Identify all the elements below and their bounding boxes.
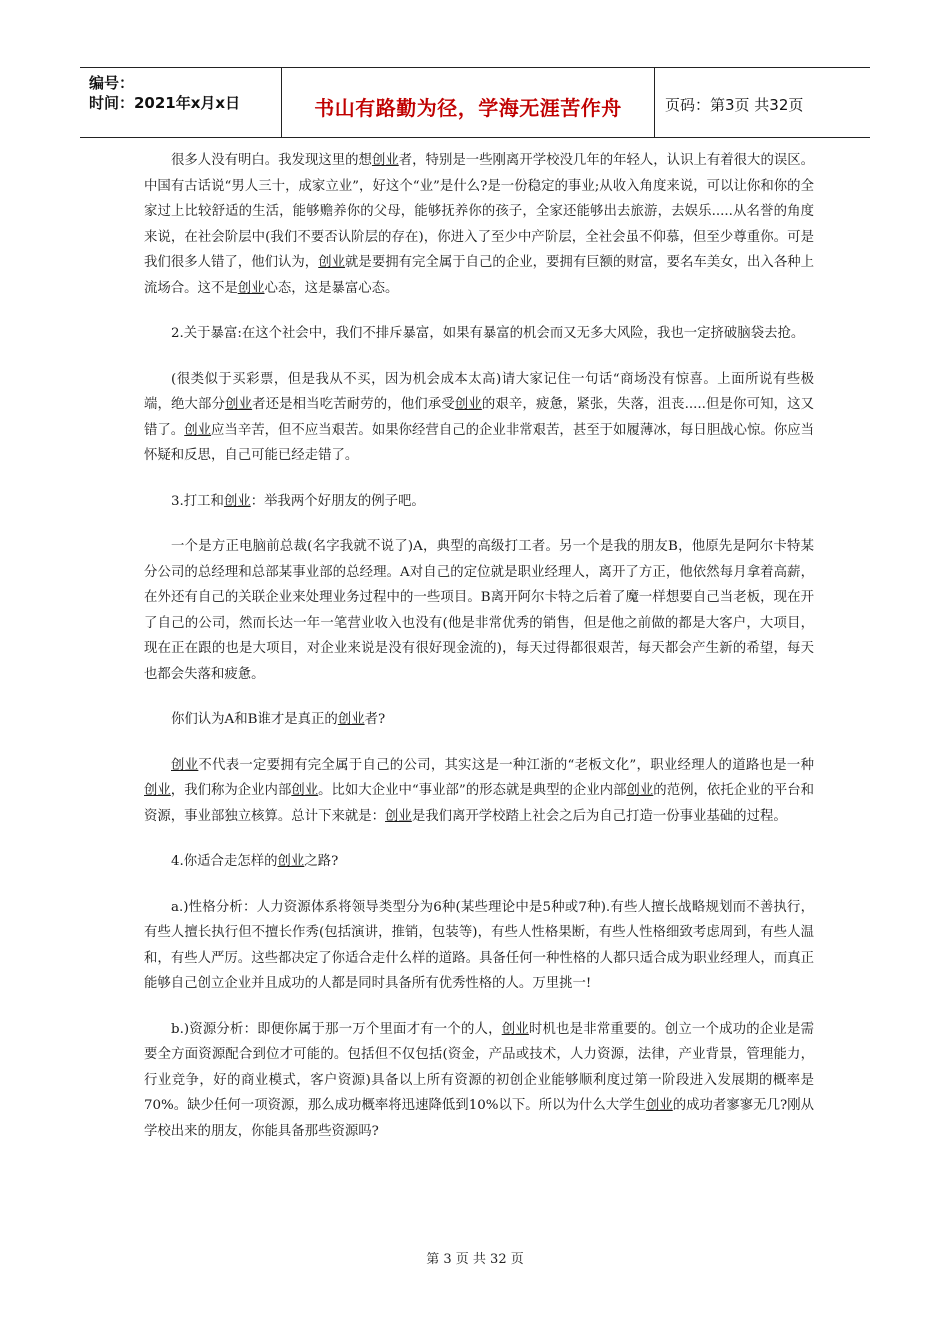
text-run: 3.打工和 (171, 493, 224, 509)
text-run: 4.你适合走怎样的 (171, 854, 278, 869)
underlined-term: 创业 (184, 422, 212, 438)
underlined-term: 创业 (337, 712, 365, 727)
text-run: 就是要拥有完全属于自己的企业，要拥有巨额的财富，要名车美女，出入各种上流场合。这不是 (144, 255, 815, 296)
text-run: 2.关于暴富:在这个社会中，我们不排斥暴富，如果有暴富的机会而又无多大风险，我也一定挤破脑袋去抢。 (171, 326, 805, 341)
text-run: 你们认为A和B谁才是真正的 (171, 712, 338, 727)
header-motto-cell (282, 68, 655, 137)
doc-time-label: 时间：2021年x月x日 (89, 94, 241, 112)
doc-code-label: 编号： (89, 74, 135, 92)
underlined-term: 创业 (318, 255, 346, 270)
underlined-term: 创业 (645, 1098, 673, 1113)
underlined-term: 创业 (371, 153, 399, 168)
document-body (144, 148, 814, 1164)
header-motto: 书山有路勤为径，学海无涯苦作舟 (314, 96, 622, 120)
text-run: 时机也是非常重要的。创立一个成功的企业是需要全方面资源配合到位才可能的。包括但不仅包括(资金，产品或技术，人力资源，法律，产业背景，管理能力，行业竞争，好的商业模式，客户资源)具备以上所有资源的初创企业能够顺利度过第一阶段进入发展期的概率是70%。缺少任何一项资源，那么成功概率将迅速降低到10%以下。所以为什么大学生 (144, 1021, 814, 1113)
text-run: 一个是方正电脑前总裁(名字我就不说了)A，典型的高级打工者。另一个是我的朋友B，他原先是阿尔卡特某分公司的总经理和总部某事业部的总经理。A对自己的定位就是职业经理人，离开了方正，他依然每月拿着高薪，在外还有自己的关联企业来处理业务过程中的一些项目。B离开阿尔卡特之后着了魔一样想要自己当老板，现在开了自己的公司，然而长达一年一笔营业收入也没有(他是非常优秀的销售，但是他之前做的都是大客户，大项目，现在正在跟的也是大项目，对企业来说是没有很好现金流的)，每天过得都很艰苦，每天都会产生新的希望，每天也都会失落和疲惫。 (144, 539, 814, 682)
text-run: 不代表一定要拥有完全属于自己的公司，其实这是一种江浙的“老板文化”，职业经理人的道路也是一种 (198, 757, 814, 773)
body-paragraph (144, 148, 814, 301)
body-paragraph (144, 753, 814, 830)
text-run: 的艰辛，疲惫，紧张，失落，沮丧.....但是你可知，这又错了。 (144, 397, 815, 438)
text-run: 应当辛苦，但不应当艰苦。如果你经营自己的企业非常艰苦，甚至于如履薄冰，每日胆战心惊。你应当怀疑和反思，自己可能已经走错了。 (144, 422, 815, 463)
text-run: b.)资源分析：即便你属于那一万个里面才有一个的人， (171, 1021, 502, 1037)
text-run: 者还是相当吃苦耐劳的，他们承受 (252, 397, 455, 412)
underlined-term: 创业 (626, 783, 654, 798)
text-run: a.)性格分析：人力资源体系将领导类型分为6种(某些理论中是5种或7种).有些人擅长战略规划而不善执行，有些人擅长执行但不擅长作秀(包括演讲，推销，包装等)，有些人性格果断，有些人性格细致考虑周到，有些人温和，有些人严厉。这些都决定了你适合走什么样的道路。具备任何一种性格的人都只适合成为职业经理人，而真正能够自己创立企业并且成功的人都是同时具备所有优秀性格的人。万里挑一! (144, 899, 814, 991)
text-run: 心态，这是暴富心态。 (264, 280, 399, 296)
text-run: ，我们称为企业内部 (170, 783, 292, 798)
header-page-number: 页码：第3页 共32页 (665, 96, 804, 114)
underlined-term: 创业 (501, 1021, 529, 1037)
text-run: 者? (364, 712, 386, 727)
body-paragraph (144, 707, 814, 733)
underlined-term: 创业 (291, 783, 319, 798)
underlined-term: 创业 (454, 397, 482, 412)
body-paragraph (144, 321, 814, 347)
text-run: (很类似于买彩票，但是我从不买，因为机会成本太高)请大家记住一句话“商场没有惊喜。上面所说有些极端，绝大部分 (144, 371, 814, 412)
body-paragraph (144, 1017, 814, 1145)
text-run: 的成功者寥寥无几?刚从学校出来的朋友，你能具备那些资源吗? (144, 1098, 814, 1139)
text-run: 很多人没有明白。我发现这里的想 (171, 153, 372, 168)
text-run: 之路? (304, 854, 339, 869)
underlined-term: 创业 (237, 280, 265, 296)
body-paragraph (144, 849, 814, 875)
header-page-cell (655, 68, 870, 137)
underlined-term: 创业 (144, 783, 171, 798)
body-paragraph (144, 367, 814, 469)
underlined-term: 创业 (277, 854, 305, 869)
text-run: ：举我两个好朋友的例子吧。 (250, 493, 425, 509)
body-paragraph (144, 895, 814, 997)
body-paragraph (144, 489, 814, 515)
text-run: 者，特别是一些刚离开学校没几年的年轻人，认识上有着很大的误区。中国有古话说“男人三十，成家立业”，好这个“业”是什么?是一份稳定的事业;从收入角度来说，可以让你和你的全家过上比较舒适的生活，能够赡养你的父母，能够抚养你的孩子，全家还能够出去旅游，去娱乐.....从名誉的角度来说，在社会阶层中(我们不要否认阶层的存在)，你进入了至少中产阶层，全社会虽不仰慕，但至少尊重你。可是我们很多人错了，他们认为， (144, 153, 815, 270)
page-header (80, 67, 870, 138)
text-run: 的范例，依托企业的平台和资源，事业部独立核算。总计下来就是： (144, 783, 815, 824)
underlined-term: 创业 (225, 397, 253, 412)
body-paragraph (144, 534, 814, 687)
text-run: 。比如大企业中“事业部”的形态就是典型的企业内部 (318, 783, 627, 798)
text-run: 是我们离开学校踏上社会之后为自己打造一份事业基础的过程。 (411, 808, 787, 824)
page-footer: 第 3 页 共 32 页 (426, 1252, 524, 1267)
underlined-term: 创业 (385, 808, 412, 824)
underlined-term: 创业 (171, 757, 199, 773)
underlined-term: 创业 (223, 493, 251, 509)
header-info-cell (80, 68, 282, 137)
